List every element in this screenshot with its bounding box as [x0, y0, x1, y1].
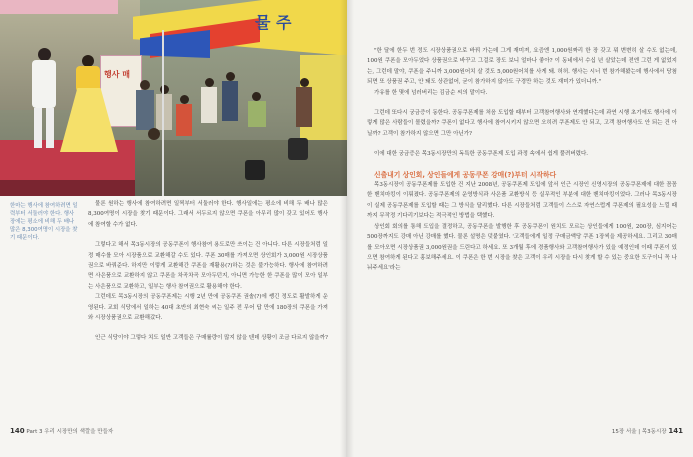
body-paragraph: 인근 식당이야 그렇다 치도 일반 고객들은 구매률량이 많지 않을 텐데 상황이 조금 다르지 않을까? — [95, 335, 328, 342]
body-paragraph: 상인회 회의를 통해 도입을 결정하고, 공동쿠폰을 발행한 후 공동쿠폰이 원치도 모르는 상인들에게 100원, 200장, 심지어는 500장까지도 강매 아닌 강매를 했다. 물론 설명은 덧붙였다. '고객들에게 일정 구매금액당 쿠폰 1장씩을 제공하세요. 그리고 30매를 모아오면 시장상품권 3,000원권을 드린다고 하세요. 또 3개월 후에 경품행사와 고객참여행사가 있을 예정인데 이때 쿠폰이 있으면 참여하게 된다고 홍보해주세요. 이 쿠폰은 한 번 시장을 찾은 고객이 우리 시장을 다시 찾게 할 수 있는 중요한 도구이니 꼭 나눠주세요'라는 — [367, 223, 677, 272]
body-paragraph: 가유를 한 몇에 넘러버리는 김금순 씨의 말이다. — [374, 89, 488, 96]
footer-left — [10, 427, 113, 435]
body-paragraph: 그런데 또다시 궁금증이 동한다. 공동쿠폰제를 처음 도입할 때부터 고객참여행사와 연계했다는데 과연 시행 초기에도 행사에 이렇게 많은 사람들이 몰렸을까? 쿠폰이 없다고 행사에 참여시키지 않으면 오히려 쿠폰제도 안 되고, 고객 참여행사도 안 되는 건 아닐까? 고객이 참가하지 않으면 그만 아닌가? — [367, 110, 677, 137]
stage-sign-text: 행사 매 — [104, 70, 130, 79]
left-body-column — [88, 199, 328, 344]
body-paragraph: "한 달에 한두 번 정도 시장상품권으로 바꿔 가는데 그게 재미져, 요즘엔 1,000원짜리 한 장 갖고 뭐 변변히 살 수도 없는데, 100원 쿠폰을 모아두었다 상품권으로 바꾸고 그걸로 장도 보니 얼마나 좋아? 이 동네에서 수십 년 살았는데 전엔 그런 게 없었지는, 그런데 말야, 쿠폰을 주니까 3,000원어치 살 것도 5,000원어치를 사게 돼. 허허. 행사는 시너 번 참가해봤는데 행사에서 당첨되면 또 상품권 주고, 안 돼도 상관없어, 굳이 참가하지 않아도 구경만 하는 것도 재미가 있더니까." — [367, 48, 677, 86]
body-paragraph: 물론 원하는 행사에 참여하려면 일찍부터 서둘러야 한다. 행사일에는 평소에 비해 두 배나 많은 8,300여명이 시장을 찾기 때문이다. 그래서 서두르지 않으면 쿠폰을 아무리 많이 갖고 있어도 행사에 참여할 수가 없다. — [88, 201, 328, 228]
right-body-column — [367, 46, 677, 274]
tent-banner-text: 물 주 — [255, 13, 292, 32]
part-title: Part 3 우리 시장만의 색깔을 만들자 — [26, 429, 114, 435]
body-paragraph: 이에 대한 궁금증은 목3동시장만의 독특한 공동쿠폰제 도입 과정 속에서 쉽게 풀려버렸다. — [374, 151, 589, 158]
section-subhead: 신출내기 상인회, 상인들에게 공동쿠폰 강매(?)부터 시작하다 — [374, 170, 557, 179]
page-number-left: 140 — [10, 427, 25, 435]
book-gutter-shadow — [340, 0, 354, 457]
chapter-title: 15장 서울 | 목3동시장 — [611, 429, 667, 435]
photo-caption: 한마는 행사에 참여하려면 일력부터 서둘러야 한다. 행사장에는 평소에 비해 두 배나 많은 8,300여명이 시장을 찾기 때문이다. — [10, 203, 78, 241]
page-number-right: 141 — [668, 427, 683, 435]
body-paragraph: 그런데도 목3동시장의 공동쿠폰제는 시행 2년 만에 공동쿠폰 권솔(?)에 쌩긴 정도로 활발하게 운영된다. 교회 식당에서 일하는 40대 초반의 최현숙 씨는 일주 전 무어 답 만에 180장의 쿠폰을 가져와 시장상품권으로 교환해갔다. — [88, 294, 328, 322]
body-paragraph: 목3동시장이 공동쿠폰제를 도입한 건 지난 2008년, 공동쿠폰제 도입에 앞서 인근 시장인 신영시장의 공동쿠폰제에 대한 꼼꼼한 벤치마킹이 이뤄졌다. 공동쿠폰제의 운영방식과 사은품 교환방식 등 실무적인 부분에 대한 벤치마킹이었다. 그러나 목3동시장이 실제 공동쿠폰제를 도입할 때는 그 방식을 달리했다. 다른 시장들처럼 고객들이 스스로 자연스럽게 쿠폰제의 필요성을 느낄 때까지 무작정 기다리기보다는 적극적인 방법을 택했다. — [367, 182, 677, 220]
right-page — [347, 0, 693, 457]
left-page — [0, 0, 346, 457]
body-paragraph: 그렇다고 해서 목3동시장의 공동쿠폰이 행사참여 용도로만 쓰이는 건 아니다. 다른 시장들처럼 일정 매수를 모아 시장품으로 교환해갈 수도 있다. 쿠폰 30매를 가져오면 상인회가 3,000원 시장상품권으로 바꿔준다. 하지만 이렇게 교환해간 쿠폰을 재활용(?)하는 것은 불가능하다. 행사에 참여하려면 사은품으로 교환하지 않고 쿠폰을 차곡차곡 모아두던지, 아니면 가능한 한 쿠폰을 많이 모아 일부는 사은품으로 교환하고, 일부는 행사 참여권으로 활용해야 한다. — [88, 242, 328, 290]
footer-right — [612, 427, 683, 435]
market-event-photo — [0, 0, 349, 196]
